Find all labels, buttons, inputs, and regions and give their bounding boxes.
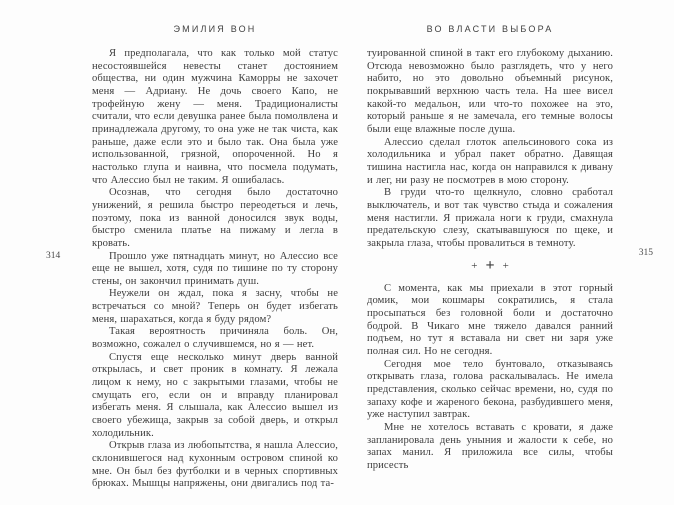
- cross-icon: +: [502, 259, 509, 272]
- cross-icon: +: [471, 259, 478, 272]
- right-page: [367, 24, 653, 473]
- paragraph: Такая вероятность причиняла боль. Он, возможно, сожалел о случившемся, но я — нет.: [92, 326, 338, 351]
- paragraph: Сегодня мое тело бунтовало, отказываясь открывать глаза, голова раскалывалась. Не имела представления, сколько сейчас времени, но, судя по запаху кофе и жареного бекона, разбудившего меня, уже наступил завтрак.: [367, 358, 613, 421]
- right-page-number: 315: [638, 248, 653, 258]
- paragraph: Прошло уже пятнадцать минут, но Алессио все еще не вышел, хотя, судя по тишине по ту сторону стены, он закончил принимать душ.: [92, 250, 338, 287]
- left-page: [46, 24, 338, 491]
- left-page-text: [92, 48, 338, 491]
- left-running-header: ЭМИЛИЯ ВОН: [173, 24, 257, 34]
- right-page-text-bottom: [367, 283, 613, 473]
- paragraph: Алессио сделал глоток апельсинового сока из холодильника и убрал пакет обратно. Давящая тишина настигла нас, когда он направился к дивану и лег, ни разу не посмотрев в мою сторону.: [367, 136, 613, 186]
- right-page-text-top: [367, 48, 613, 251]
- paragraph: С момента, как мы приехали в этот горный домик, мои кошмары сократились, я стала просыпаться без головной боли и достаточно бодрой. В Чикаго мне тяжело давался ранний подъем, но тут я вставала ни свет ни заря уже полная сил. Но не сегодня.: [367, 282, 613, 358]
- paragraph: туированной спиной в такт его глубокому дыханию. Отсюда невозможно было разглядеть, что у него набито, но это довольно объемный рисунок, покрывавший верхнюю часть тела. На шее висел какой-то медальон, или что-то похожее на это, который раньше я не замечала, его темные волосы были еще влажные после душа.: [367, 48, 613, 135]
- right-running-header: ВО ВЛАСТИ ВЫБОРА: [426, 24, 554, 34]
- paragraph: Осознав, что сегодня было достаточно унижений, я решила быстро переодеться и лечь, поэтому, пока из ванной доносился звук воды, быстро сменила платье на пижаму и легла в кровать.: [92, 187, 338, 249]
- paragraph: Неужели он ждал, пока я засну, чтобы не встречаться со мной? Теперь он будет избегать меня, шарахаться, когда я буду рядом?: [92, 288, 338, 325]
- paragraph: В груди что-то щелкнуло, словно сработал выключатель, и вот так чувство стыда и сожаления меня настигли. Я прижала ноги к груди, смахнула предательскую слезу, скатывавшуюся по щеке, и закрыла глаза, чтобы провалиться в темноту.: [367, 187, 613, 249]
- cross-icon: +: [485, 256, 495, 274]
- left-page-number: 314: [46, 251, 61, 261]
- section-divider: [367, 258, 613, 274]
- paragraph: Мне не хотелось вставать с кровати, я даже запланировала день уныния и жалости к себе, но запах манил. Я приложила все силы, чтобы присесть: [367, 422, 613, 472]
- paragraph: Открыв глаза из любопытства, я нашла Алессио, склонившегося над кухонным островом спиной ко мне. Он был без футболки и в черных спортивных брюках. Мышцы напряжены, они двигались под та-: [92, 440, 338, 490]
- paragraph: Я предполагала, что как только мой статус несостоявшейся невесты станет достоянием общества, ни один мужчина Каморры не захочет меня — Адриану. Не дочь своего Капо, не трофейную жену — меня. Традиционалисты считали, что если девушка ранее была помолвлена и принадлежала другому, то она уже не так чиста, как раньше, даже если это и было так. Она была уже использованной, грязной, опороченной. Но я настолько глупа и наивна, что посмела подумать, что Алессио был не таким. Я ошибалась.: [92, 48, 338, 186]
- paragraph: Спустя еще несколько минут дверь ванной открылась, и свет проник в комнату. Я лежала лицом к нему, но с закрытыми глазами, чтобы не смущать его, если он и вправду планировал избегать меня. Я слышала, как Алессио вышел из своего убежища, закрыв за собой дверь, и открыл холодильник.: [92, 351, 338, 439]
